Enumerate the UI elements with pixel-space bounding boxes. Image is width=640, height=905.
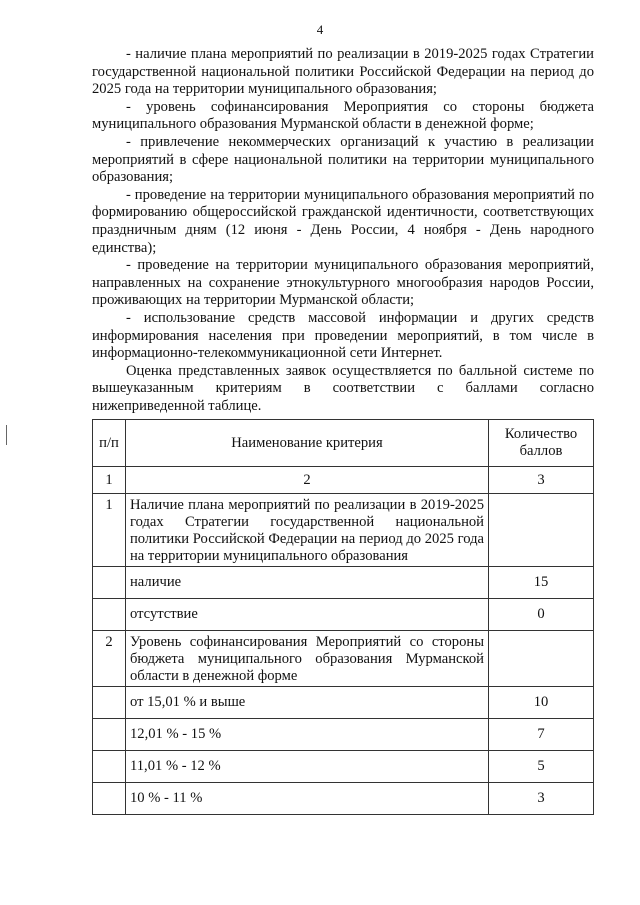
body-text [92, 46, 594, 415]
paragraph-media: - использование средств массовой информации и других средств информирования населения при проведении мероприятий, в том числе в информационно-телекоммуникационной сети Интернет. [92, 309, 594, 362]
criterion-name: Уровень софинансирования Мероприятий со стороны бюджета муниципального образования Мурманской области в денежной форме [126, 631, 489, 687]
option-num-empty [93, 783, 126, 815]
table-row [93, 687, 594, 719]
option-score: 7 [489, 719, 594, 751]
paragraph-identity-events: - проведение на территории муниципального образования мероприятий по формированию общероссийской гражданской идентичности, соответствующих праздничным дням (12 июня - День России, 4 ноября - День народного единства); [92, 186, 594, 256]
page-number: 4 [316, 22, 324, 37]
option-label: от 15,01 % и выше [126, 687, 489, 719]
paragraph-nko: - привлечение некоммерческих организаций к участию в реализации мероприятий в сфере национальной политики на территории муниципального образования; [92, 133, 594, 186]
option-label: 11,01 % - 12 % [126, 751, 489, 783]
criterion-name: Наличие плана мероприятий по реализации в 2019-2025 годах Стратегии государственной национальной политики Российской Федерации на период до 2025 года на территории муниципального образования [126, 494, 489, 567]
table-row [93, 567, 594, 599]
header-score: Количество баллов [489, 420, 594, 467]
option-label: 10 % - 11 % [126, 783, 489, 815]
option-label: 12,01 % - 15 % [126, 719, 489, 751]
index-num: 1 [93, 467, 126, 494]
margin-mark [6, 425, 7, 445]
table-row [93, 631, 594, 687]
option-label: наличие [126, 567, 489, 599]
table-row [93, 783, 594, 815]
option-score: 10 [489, 687, 594, 719]
option-score: 0 [489, 599, 594, 631]
option-num-empty [93, 719, 126, 751]
option-num-empty [93, 687, 126, 719]
criteria-table [92, 419, 594, 815]
option-label: отсутствие [126, 599, 489, 631]
criterion-score-empty [489, 494, 594, 567]
option-score: 15 [489, 567, 594, 599]
paragraph-evaluation: Оценка представленных заявок осуществляется по балльной системе по вышеуказанным критериям в соответствии с баллами согласно нижеприведенной таблице. [92, 362, 594, 414]
option-num-empty [93, 751, 126, 783]
header-name: Наименование критерия [126, 420, 489, 467]
table-header-row [93, 420, 594, 467]
index-name: 2 [126, 467, 489, 494]
option-num-empty [93, 567, 126, 599]
table-row [93, 751, 594, 783]
paragraph-ethnocultural: - проведение на территории муниципального образования мероприятий, направленных на сохранение этнокультурного многообразия народов России, проживающих на территории Мурманской области; [92, 257, 594, 309]
table-index-row [93, 467, 594, 494]
criterion-num: 2 [93, 631, 126, 687]
index-score: 3 [489, 467, 594, 494]
option-num-empty [93, 599, 126, 631]
table-row [93, 719, 594, 751]
option-score: 5 [489, 751, 594, 783]
criterion-score-empty [489, 631, 594, 687]
paragraph-plan: - наличие плана мероприятий по реализации в 2019-2025 годах Стратегии государственной национальной политики Российской Федерации на период до 2025 года на территории муниципального образования; [92, 46, 594, 98]
paragraph-cofinancing: - уровень софинансирования Мероприятия со стороны бюджета муниципального образования Мурманской области в денежной форме; [92, 98, 594, 133]
option-score: 3 [489, 783, 594, 815]
table-row [93, 599, 594, 631]
table-row [93, 494, 594, 567]
criterion-num: 1 [93, 494, 126, 567]
header-num: п/п [93, 420, 126, 467]
